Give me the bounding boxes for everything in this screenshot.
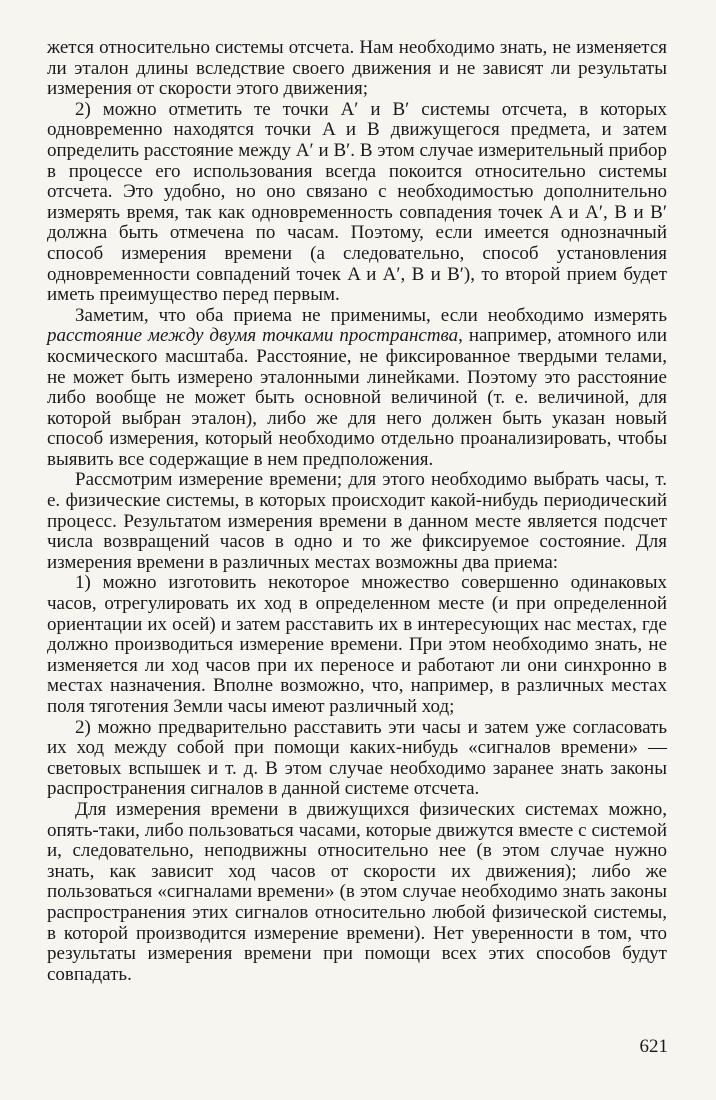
page-number: 621 <box>639 1036 668 1057</box>
italic-text-run: расстояние между двумя точками пространства <box>47 325 459 347</box>
paragraph <box>47 100 667 306</box>
paragraph <box>47 470 667 573</box>
paragraph <box>47 800 667 985</box>
paragraph <box>47 306 667 471</box>
text-run: Для измерения времени в движущихся физических системах можно, опять-таки, либо пользоваться часами, которые движутся вместе с системой и, следовательно, неподвижны относительно нее (в этом случае нужно знать, как зависит ход часов от скорости их движения); либо же пользоваться «сигналами времени» (в этом случае необходимо знать законы распространения этих сигналов относительно любой физической системы, в которой производится измерение времени). Нет уверенности в том, что результаты измерения времени при помощи всех этих способов будут совпадать. <box>47 798 667 985</box>
text-run: , например, атомного или космического масштаба. Расстояние, не фиксированное твердыми телами, не может быть измерено эталонными линейками. Поэтому это расстояние либо вообще не может быть основной величиной (т. е. величиной, для которой выбран эталон), либо же для него должен быть указан новый способ измерения, который необходимо отдельно проанализировать, чтобы выявить все содержащие в нем предположения. <box>47 325 667 470</box>
text-run: 2) можно отметить те точки A′ и B′ системы отсчета, в которых одновременно находятся точки A и B движущегося предмета, и затем определить расстояние между A′ и B′. В этом случае измерительный прибор в процессе его использования всегда покоится относительно системы отсчета. Это удобно, но оно связано с необходимостью дополнительно измерять время, так как одновременность совпадения точек A и A′, B и B′ должна быть отмечена по часам. Поэтому, если имеется однозначный способ измерения времени (а следовательно, способ установления одновременности совпадений точек A и A′, B и B′), то второй прием будет иметь преимущество перед первым. <box>47 98 667 306</box>
body-text <box>47 38 667 985</box>
paragraph <box>47 38 667 100</box>
text-run: жется относительно системы отсчета. Нам необходимо знать, не изменяется ли эталон длины вследствие своего движения и не зависят ли результаты измерения от скорости этого движения; <box>47 37 667 100</box>
paragraph <box>47 573 667 717</box>
text-run: Рассмотрим измерение времени; для этого необходимо выбрать часы, т. е. физические системы, в которых происходит какой-нибудь периодический процесс. Результатом измерения времени в данном месте является подсчет числа возвращений часов в одно и то же фиксируемое состояние. Для измерения времени в различных местах возможны два приема: <box>47 469 667 573</box>
text-run: 1) можно изготовить некоторое множество совершенно одинаковых часов, отрегулировать их ход в определенном месте (и при определенной ориентации их осей) и затем расставить их в интересующих нас местах, где должно производиться измерение времени. При этом необходимо знать, не изменяется ли ход часов при их переносе и работают ли они синхронно в местах назначения. Вполне возможно, что, например, в различных местах поля тяготения Земли часы имеют различный ход; <box>47 572 667 717</box>
text-run: 2) можно предварительно расставить эти часы и затем уже согласовать их ход между собой при помощи каких-нибудь «сигналов времени» — световых вспышек и т. д. В этом случае необходимо заранее знать законы распространения сигналов в данной системе отсчета. <box>47 716 667 800</box>
paragraph <box>47 718 667 800</box>
text-run: Заметим, что оба приема не применимы, если необходимо измерять <box>75 304 667 326</box>
